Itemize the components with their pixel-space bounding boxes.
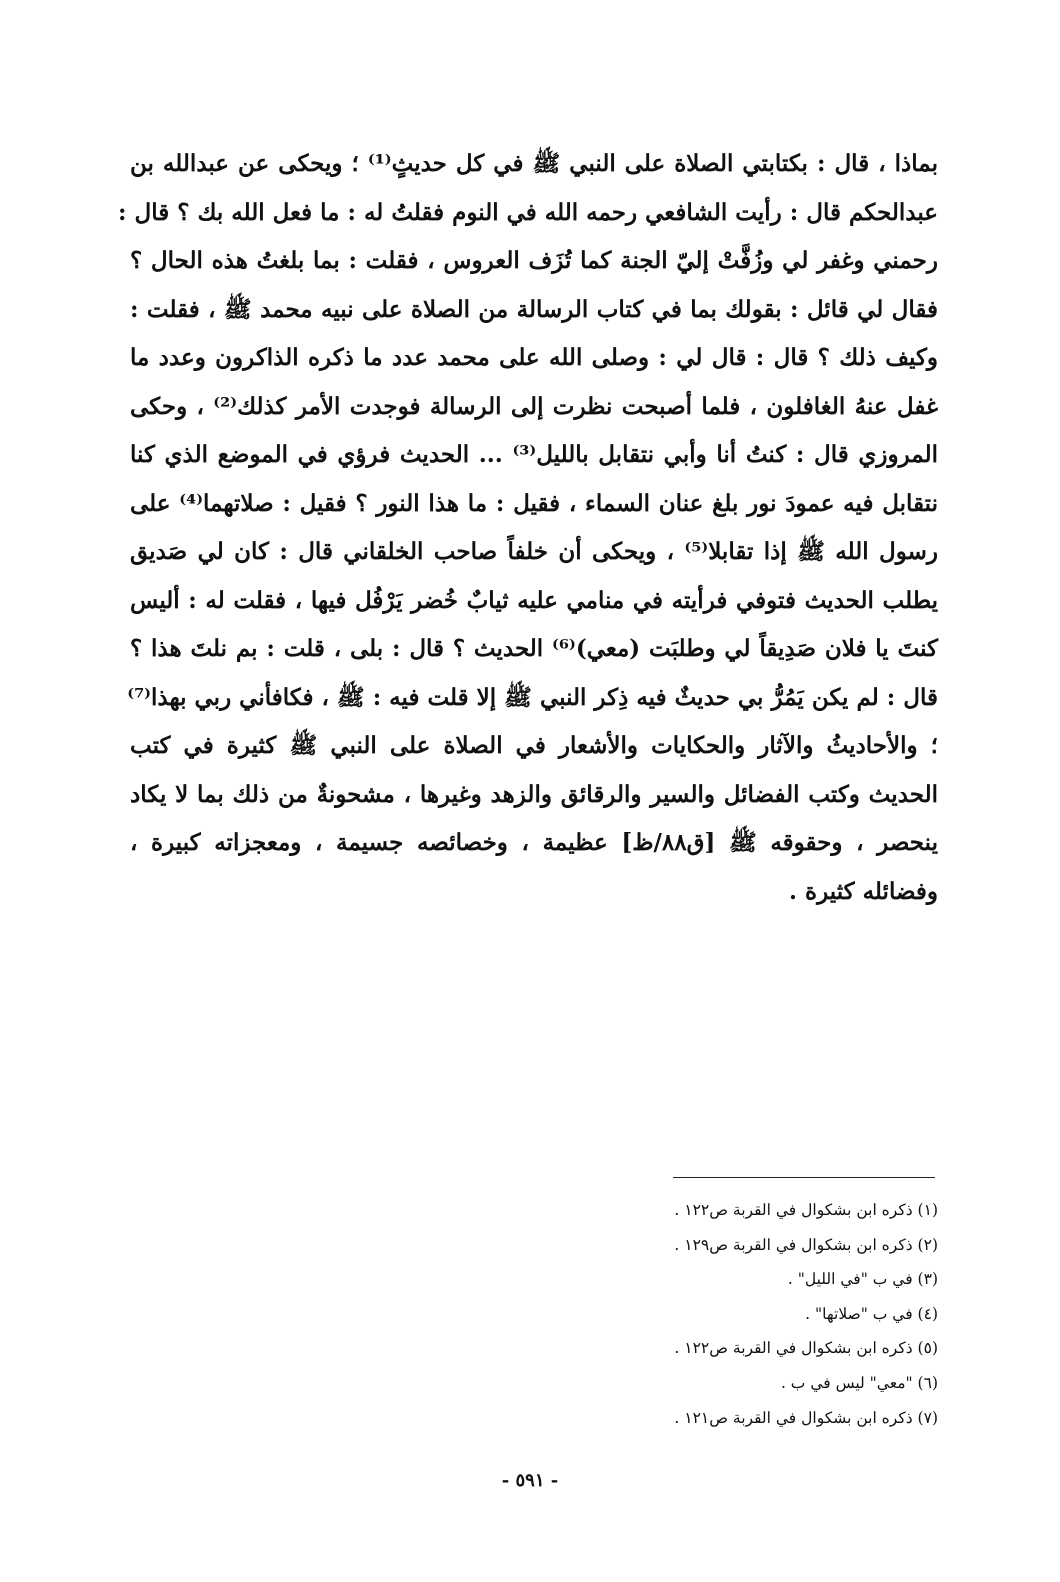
text-line: بماذا ، قال : بكتابتي الصلاة على النبي ﷺ في كل حديثٍ⁽¹⁾ ؛ ويحكى عن عبدالله بن (130, 150, 938, 177)
footnote-6: (٦) "معي" ليس في ب . (780, 1373, 938, 1392)
footnote-4: (٤) في ب "صلاتها" . (805, 1304, 938, 1323)
text-line: يطلب الحديث فتوفي فرأيته في منامي عليه ثيابٌ خُضر يَرْفُل فيها ، فقلت له : أليس (130, 586, 938, 614)
text-line-last: وفضائله كثيرة . (789, 877, 938, 905)
footnote-1: (١) ذكره ابن بشكوال في القربة ص١٢٢ . (674, 1201, 938, 1219)
footnote-3: (٣) في ب "في الليل" . (787, 1270, 938, 1289)
footnote-separator (673, 1177, 935, 1178)
footnote-2: (٢) ذكره ابن بشكوال في القربة ص١٢٩ . (674, 1235, 938, 1254)
text-line: غفل عنهُ الغافلون ، فلما أصبحت نظرت إلى الرسالة فوجدت الأمر كذلك⁽²⁾ ، وحكى (130, 392, 938, 420)
text-line: قال : لم يكن يَمُرُّ بي حديثٌ فيه ذِكر النبي ﷺ إلا قلت فيه : ﷺ ، فكافأني ربي بهذا⁽⁷⁾ (127, 683, 938, 711)
text-line: رسول الله ﷺ إذا تقابلا⁽⁵⁾ ، ويحكى أن خلفاً صاحب الخلقاني قال : كان لي صَديق (130, 538, 939, 565)
text-line: المروزي قال : كنتُ أنا وأبي نتقابل بالليل⁽³⁾ ... الحديث فرؤي في الموضع الذي كنا (130, 441, 939, 468)
footnote-5: (٥) ذكره ابن بشكوال في القربة ص١٢٢ . (674, 1339, 938, 1358)
text-line: عبدالحكم قال : رأيت الشافعي رحمه الله في النوم فقلتُ له : ما فعل الله بك ؟ قال : (118, 198, 938, 226)
main-text (118, 140, 939, 916)
footnote-7: (٧) ذكره ابن بشكوال في القربة ص١٢١ . (674, 1408, 938, 1427)
text-line: رحمني وغفر لي وزُفَّتْ إليّ الجنة كما تُزَف العروس ، فقلت : بما بلغتُ هذه الحال ؟ (130, 247, 938, 274)
text-line: الحديث وكتب الفضائل والسير والرقائق والزهد وغيرها ، مشحونةٌ من ذلك بما لا يكاد (130, 780, 938, 808)
text-line: نتقابل فيه عمودَ نور بلغ عنان السماء ، فقيل : ما هذا النور ؟ فقيل : صلاتهما⁽⁴⁾ على (130, 489, 938, 517)
text-line: ينحصر ، وحقوقه ﷺ [ق٨٨/ظ] عظيمة ، وخصائصه جسيمة ، ومعجزاته كبيرة ، (130, 829, 938, 856)
text-line: وكيف ذلك ؟ قال : قال لي : وصلى الله على محمد عدد ما ذكره الذاكرون وعدد ما (130, 344, 938, 371)
text-line: كنتَ يا فلان صَدِيقاً لي وطلبَت (معي)⁽⁶⁾ الحديث ؟ قال : بلى ، قلت : بم نلتَ هذا ؟ (130, 635, 938, 662)
page-number: - ٥٩١ - (501, 1470, 559, 1491)
footnotes (560, 1193, 938, 1435)
text-line: فقال لي قائل : بقولك بما في كتاب الرسالة من الصلاة على نبيه محمد ﷺ ، فقلت : (130, 295, 938, 323)
text-line: ؛ والأحاديثُ والآثار والحكايات والأشعار في الصلاة على النبي ﷺ كثيرة في كتب (130, 732, 938, 759)
